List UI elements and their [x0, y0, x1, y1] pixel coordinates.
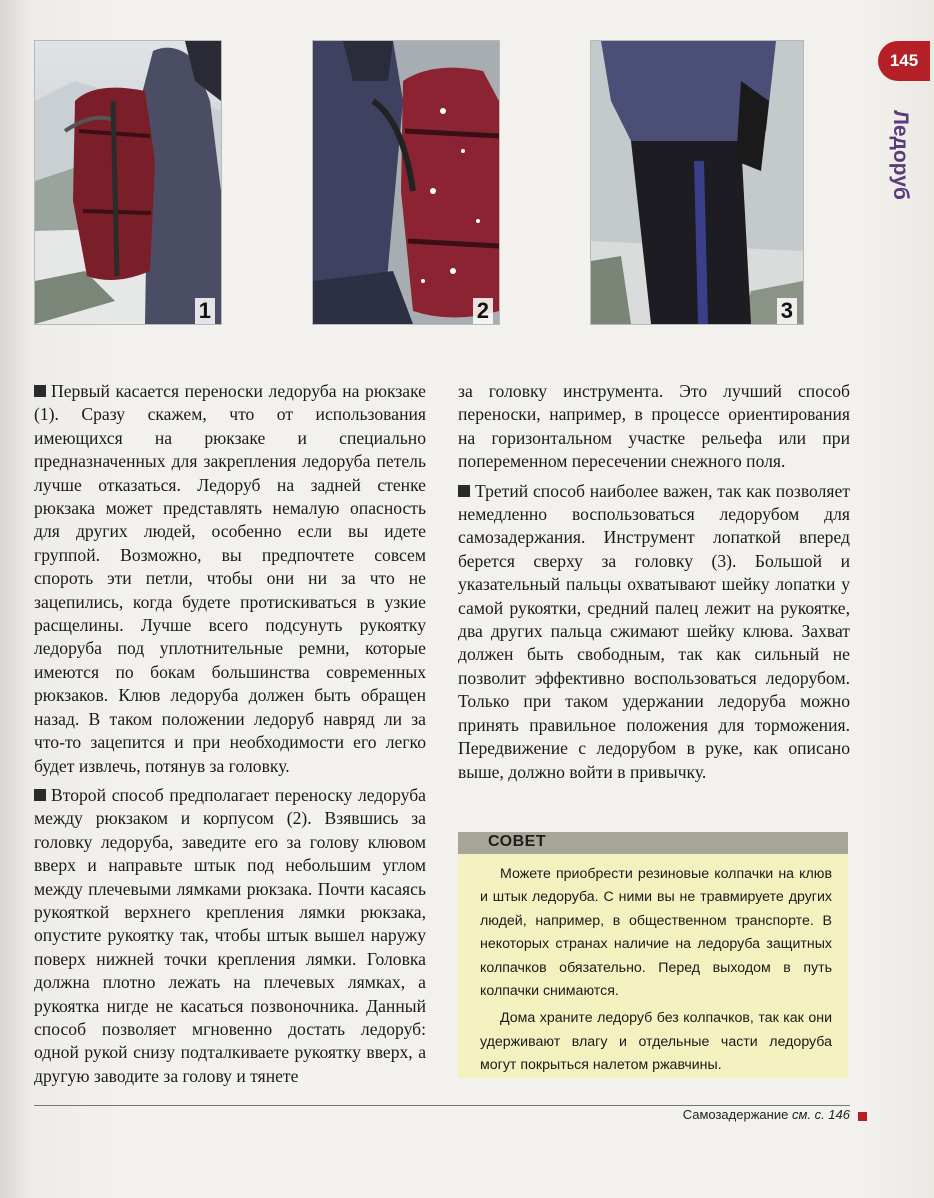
photo-2-number: 2 — [473, 298, 493, 324]
photo-1-number: 1 — [195, 298, 215, 324]
section-title-tab — [880, 100, 920, 210]
bullet-square-icon — [34, 385, 46, 397]
bullet-square-icon — [458, 485, 470, 497]
paragraph-first-method — [34, 380, 426, 778]
tip-body — [458, 854, 848, 1078]
photo-1 — [34, 40, 222, 325]
page-number-badge: 145 — [878, 41, 930, 81]
footer-cross-reference — [683, 1107, 850, 1122]
paragraph-second-method-text: Второй способ предполагает переноску ледоруба между рюкзаком и корпусом (2). Взявшись за головку ледоруба, заведите его за голову клювом вверх и направьте штык под небольшим углом между плечевыми лямками рюкзака. Почти касаясь рукояткой верхнего крепления лямки рюкзака, опустите рукоятку так, чтобы штык вышел наружу поверх нижней точки крепления лямки. Головка должна плотно лежать на плечевых лямках, а рукоятка нигде не касаться позвоночника. Данный способ позволяет мгновенно достать ледоруб: одной рукой снизу подталкиваете рукоятку вверх, а другую заводите за голову и тянете — [34, 784, 426, 1086]
photo-3 — [590, 40, 804, 325]
tip-title: СОВЕТ — [488, 833, 547, 850]
photo-2 — [312, 40, 500, 325]
left-column — [34, 380, 426, 1088]
paragraph-third-method-text: Третий способ наиболее важен, так как позволяет немедленно воспользоваться ледорубом для самозадержания. Инструмент лопаткой вперед берется сверху за головку (3). Большой и указательный пальцы охватывают шейку лопатки у самой рукоятки, средний палец лежит на рукоятке, два других пальца сжимают шейку клюва. Захват должен быть свободным, так как сильный не позволит эффективно воспользоваться ледорубом. Только при таком удержании ледоруба можно принять правильное положения для торможения. Передвижение с ледорубом в руке, как описано выше, должно войти в привычку. — [458, 480, 850, 782]
photo-1-image — [35, 41, 221, 324]
footer-divider — [34, 1105, 850, 1106]
tip-paragraph-2: Дома храните ледоруб без колпачков, так как они удерживают влагу и отдельные части ледоруба могут покрыться налетом ржавчины. — [480, 1010, 832, 1074]
tip-box — [458, 832, 848, 1078]
paragraph-first-method-text: Первый касается переноски ледоруба на рюкзаке (1). Сразу скажем, что от использования имеющихся на рюкзаке и специально предназначенных для закрепления ледоруба петель лучше отказаться. Ледоруб на задней стенке рюкзака может представлять немалую опасность для других людей, особенно если вы идете группой. Возможно, вы предпочтете совсем спороть эти петли, чтобы они ни за что не зацепились, когда будете протискиваться в узкие расщелины. Лучше всего подсунуть рукоятку ледоруба под уплотнительные ремни, которые имеются по бокам большинства современных рюкзаков. Клюв ледоруба должен быть обращен назад. В таком положении ледоруб навряд ли за что-то зацепится и при необходимости его легко будет извлечь, потянув за головку. — [34, 381, 426, 776]
paragraph-continuation: за головку инструмента. Это лучший способ переноски, например, в процессе ориентирования на горизонтальном участке рельефа или при попеременном пересечении снежного поля. — [458, 381, 850, 472]
photo-3-image — [591, 41, 803, 324]
tip-header — [458, 832, 848, 854]
section-title: Ледоруб — [889, 110, 912, 200]
footer-page-ref: см. с. 146 — [791, 1107, 850, 1122]
footer-square-icon — [858, 1112, 867, 1121]
photo-2-image — [313, 41, 499, 324]
paragraph-third-method — [458, 480, 850, 784]
footer-text: Самозадержание — [682, 1107, 789, 1122]
paragraph-second-method — [34, 784, 426, 1088]
bullet-square-icon — [34, 789, 46, 801]
tip-paragraph-1: Можете приобрести резиновые колпачки на клюв и штык ледоруба. С ними вы не травмируете других людей, например, в общественном транспорте. В некоторых странах наличие на ледоруба защитных колпачков обязательно. Перед выходом в путь колпачки снимаются. — [480, 866, 832, 1000]
right-column — [458, 380, 850, 784]
photo-3-number: 3 — [777, 298, 797, 324]
